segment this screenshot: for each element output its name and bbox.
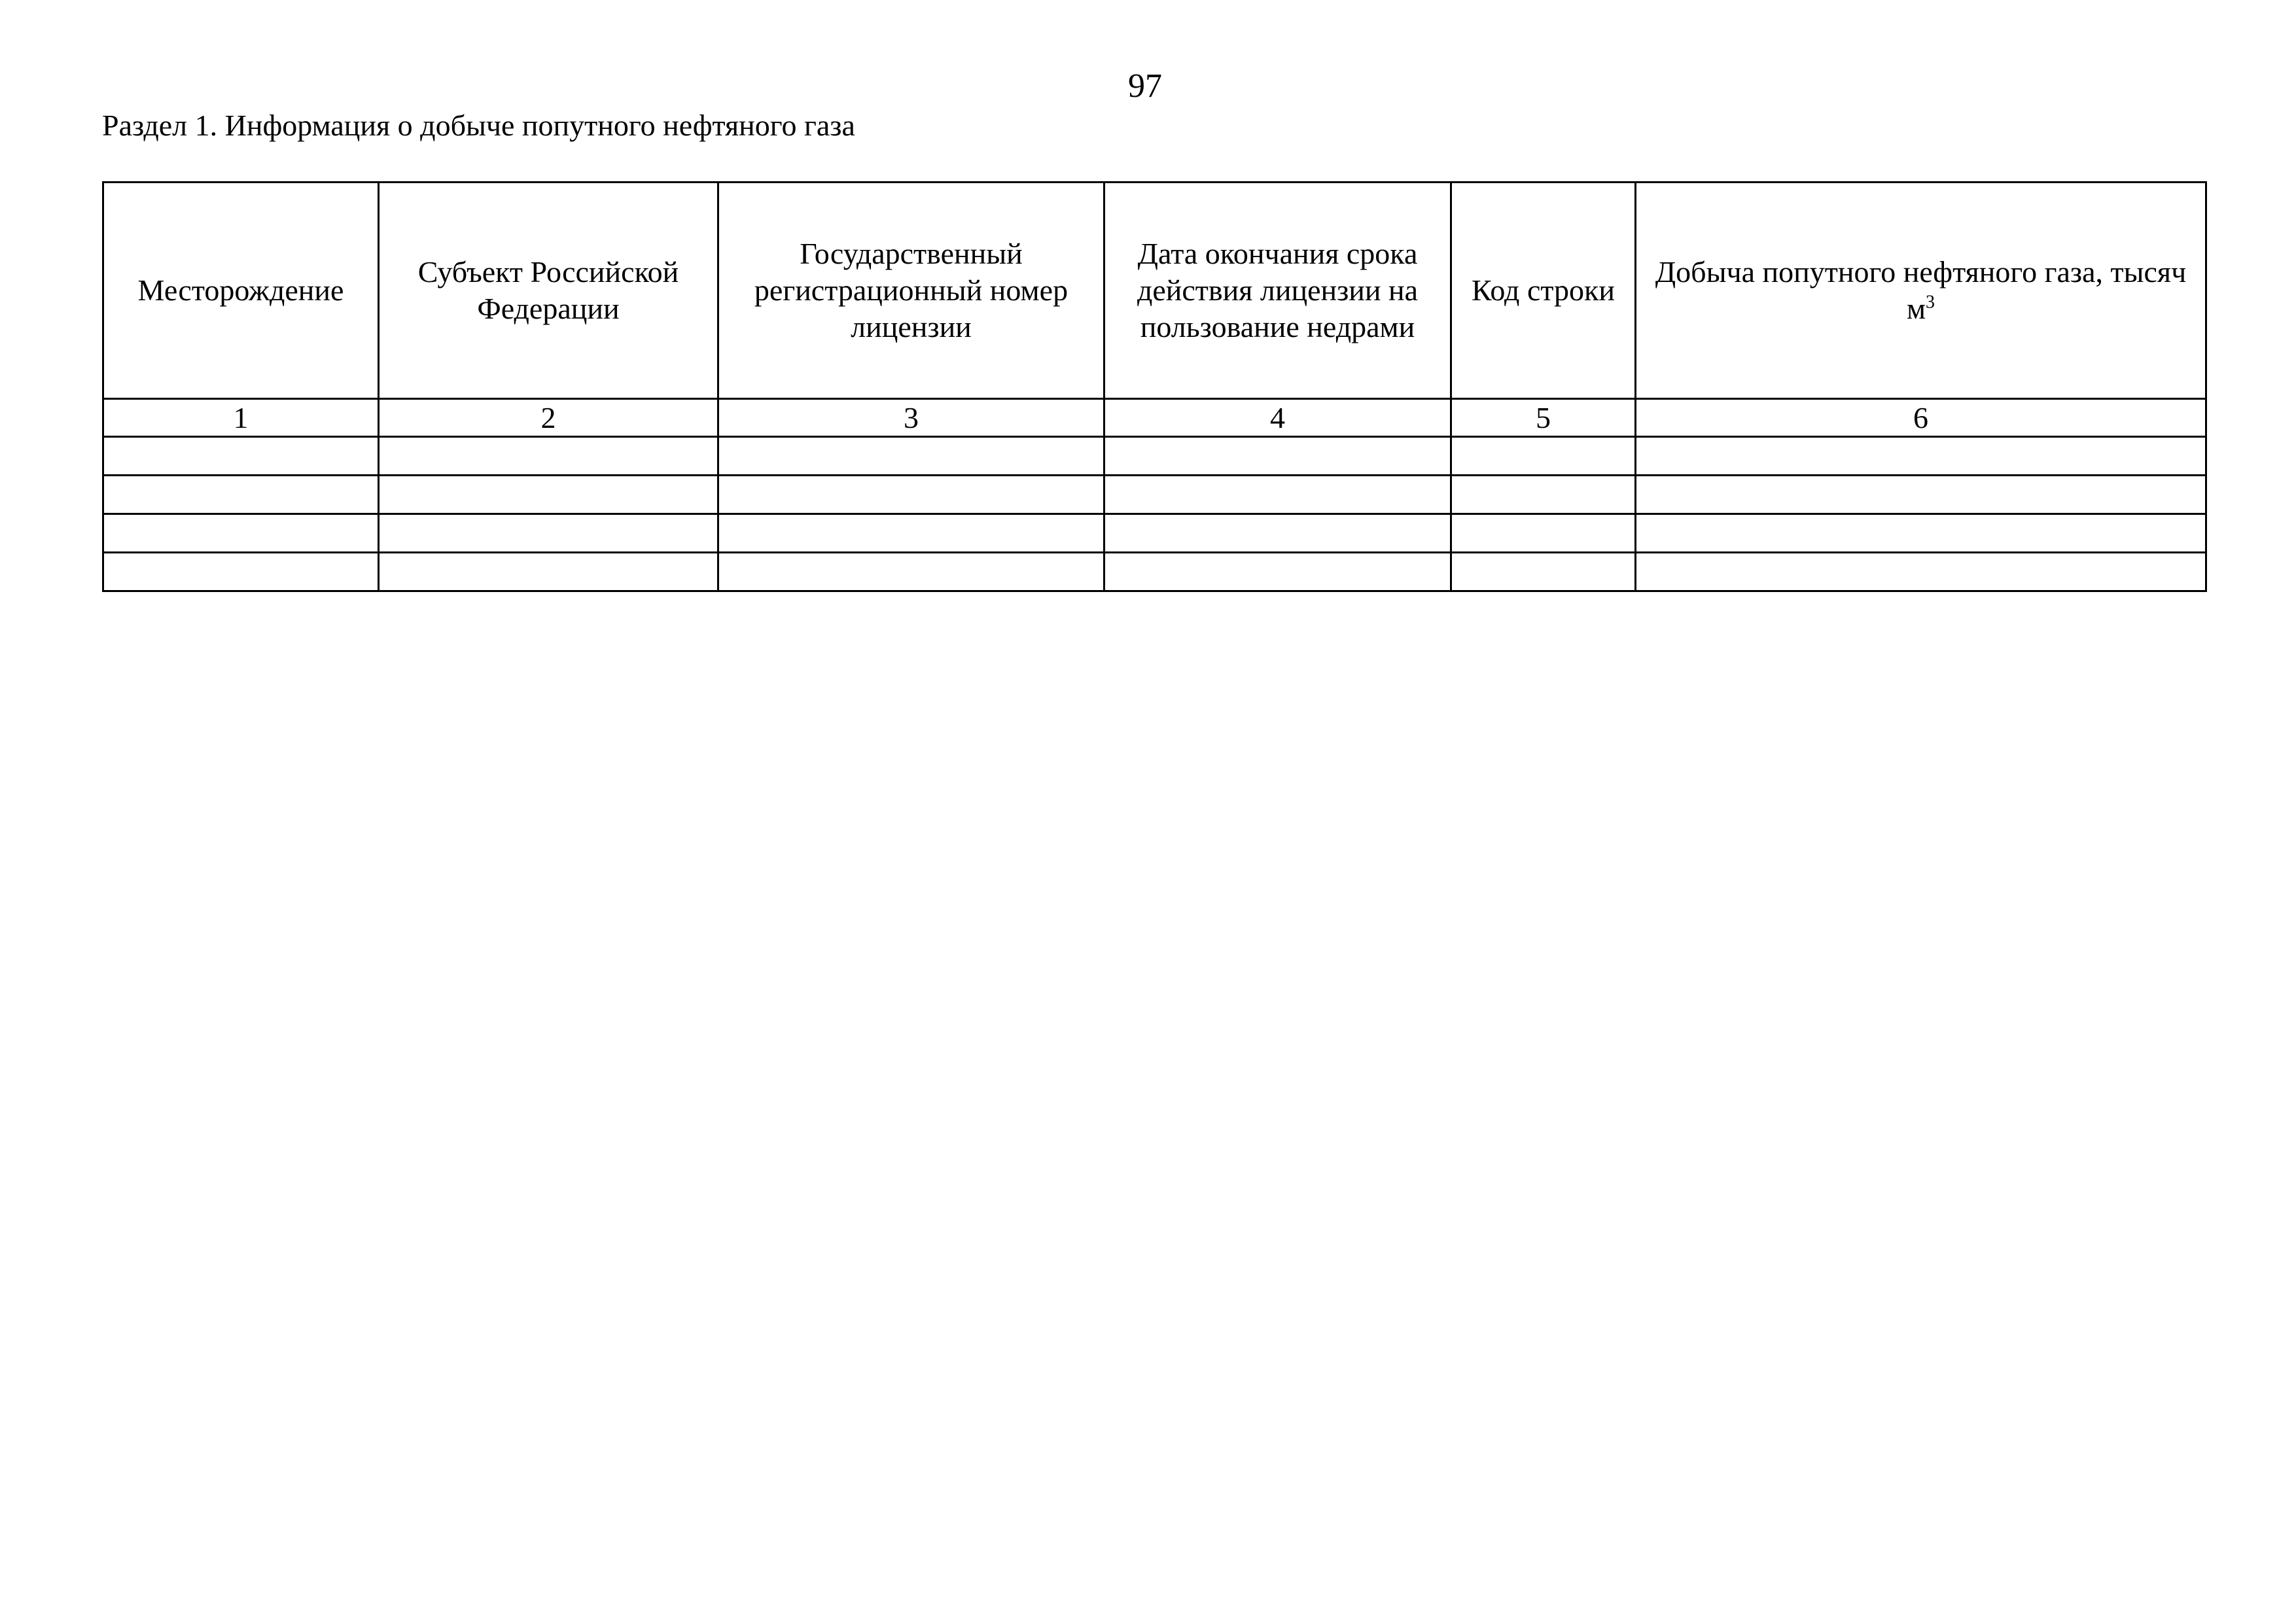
header-gas-production-label: Добыча попутного нефтяного газа, тысяч м — [1655, 255, 2187, 325]
column-number: 2 — [379, 399, 718, 437]
table-cell[interactable] — [1451, 476, 1636, 514]
table-row — [103, 437, 2206, 476]
table-cell[interactable] — [1451, 514, 1636, 553]
column-number: 6 — [1636, 399, 2206, 437]
header-federal-subject: Субъект Российской Федерации — [379, 183, 718, 399]
header-license-expiry-date: Дата окончания срока действия лицензии на пользование недрами — [1104, 183, 1451, 399]
table-cell[interactable] — [1104, 514, 1451, 553]
table-cell[interactable] — [1104, 437, 1451, 476]
page-number: 97 — [1128, 67, 1162, 105]
table-row — [103, 476, 2206, 514]
column-number-row — [103, 399, 2206, 437]
table-cell[interactable] — [718, 514, 1104, 553]
table-row — [103, 514, 2206, 553]
table-row — [103, 553, 2206, 591]
table-cell[interactable] — [379, 514, 718, 553]
column-number: 4 — [1104, 399, 1451, 437]
section-title: Раздел 1. Информация о добыче попутного нефтяного газа — [102, 109, 855, 142]
table-cell[interactable] — [103, 476, 379, 514]
header-unit-superscript: 3 — [1926, 292, 1935, 313]
table-cell[interactable] — [379, 553, 718, 591]
table-cell[interactable] — [379, 476, 718, 514]
table-cell[interactable] — [379, 437, 718, 476]
header-row-code: Код строки — [1451, 183, 1636, 399]
header-gas-production — [1636, 183, 2206, 399]
header-field: Месторождение — [103, 183, 379, 399]
table-cell[interactable] — [103, 553, 379, 591]
table-header-row — [103, 183, 2206, 399]
column-number: 1 — [103, 399, 379, 437]
column-number: 3 — [718, 399, 1104, 437]
table-cell[interactable] — [1451, 553, 1636, 591]
column-number: 5 — [1451, 399, 1636, 437]
table-cell[interactable] — [718, 476, 1104, 514]
table-cell[interactable] — [1451, 437, 1636, 476]
table-cell[interactable] — [1636, 476, 2206, 514]
header-license-number: Государственный регистрационный номер лицензии — [718, 183, 1104, 399]
table-cell[interactable] — [103, 437, 379, 476]
table-cell[interactable] — [718, 553, 1104, 591]
table-cell[interactable] — [718, 437, 1104, 476]
table-cell[interactable] — [1636, 514, 2206, 553]
gas-production-table — [102, 181, 2207, 592]
table-cell[interactable] — [1104, 476, 1451, 514]
table-cell[interactable] — [103, 514, 379, 553]
table-cell[interactable] — [1636, 553, 2206, 591]
table-cell[interactable] — [1104, 553, 1451, 591]
table-cell[interactable] — [1636, 437, 2206, 476]
